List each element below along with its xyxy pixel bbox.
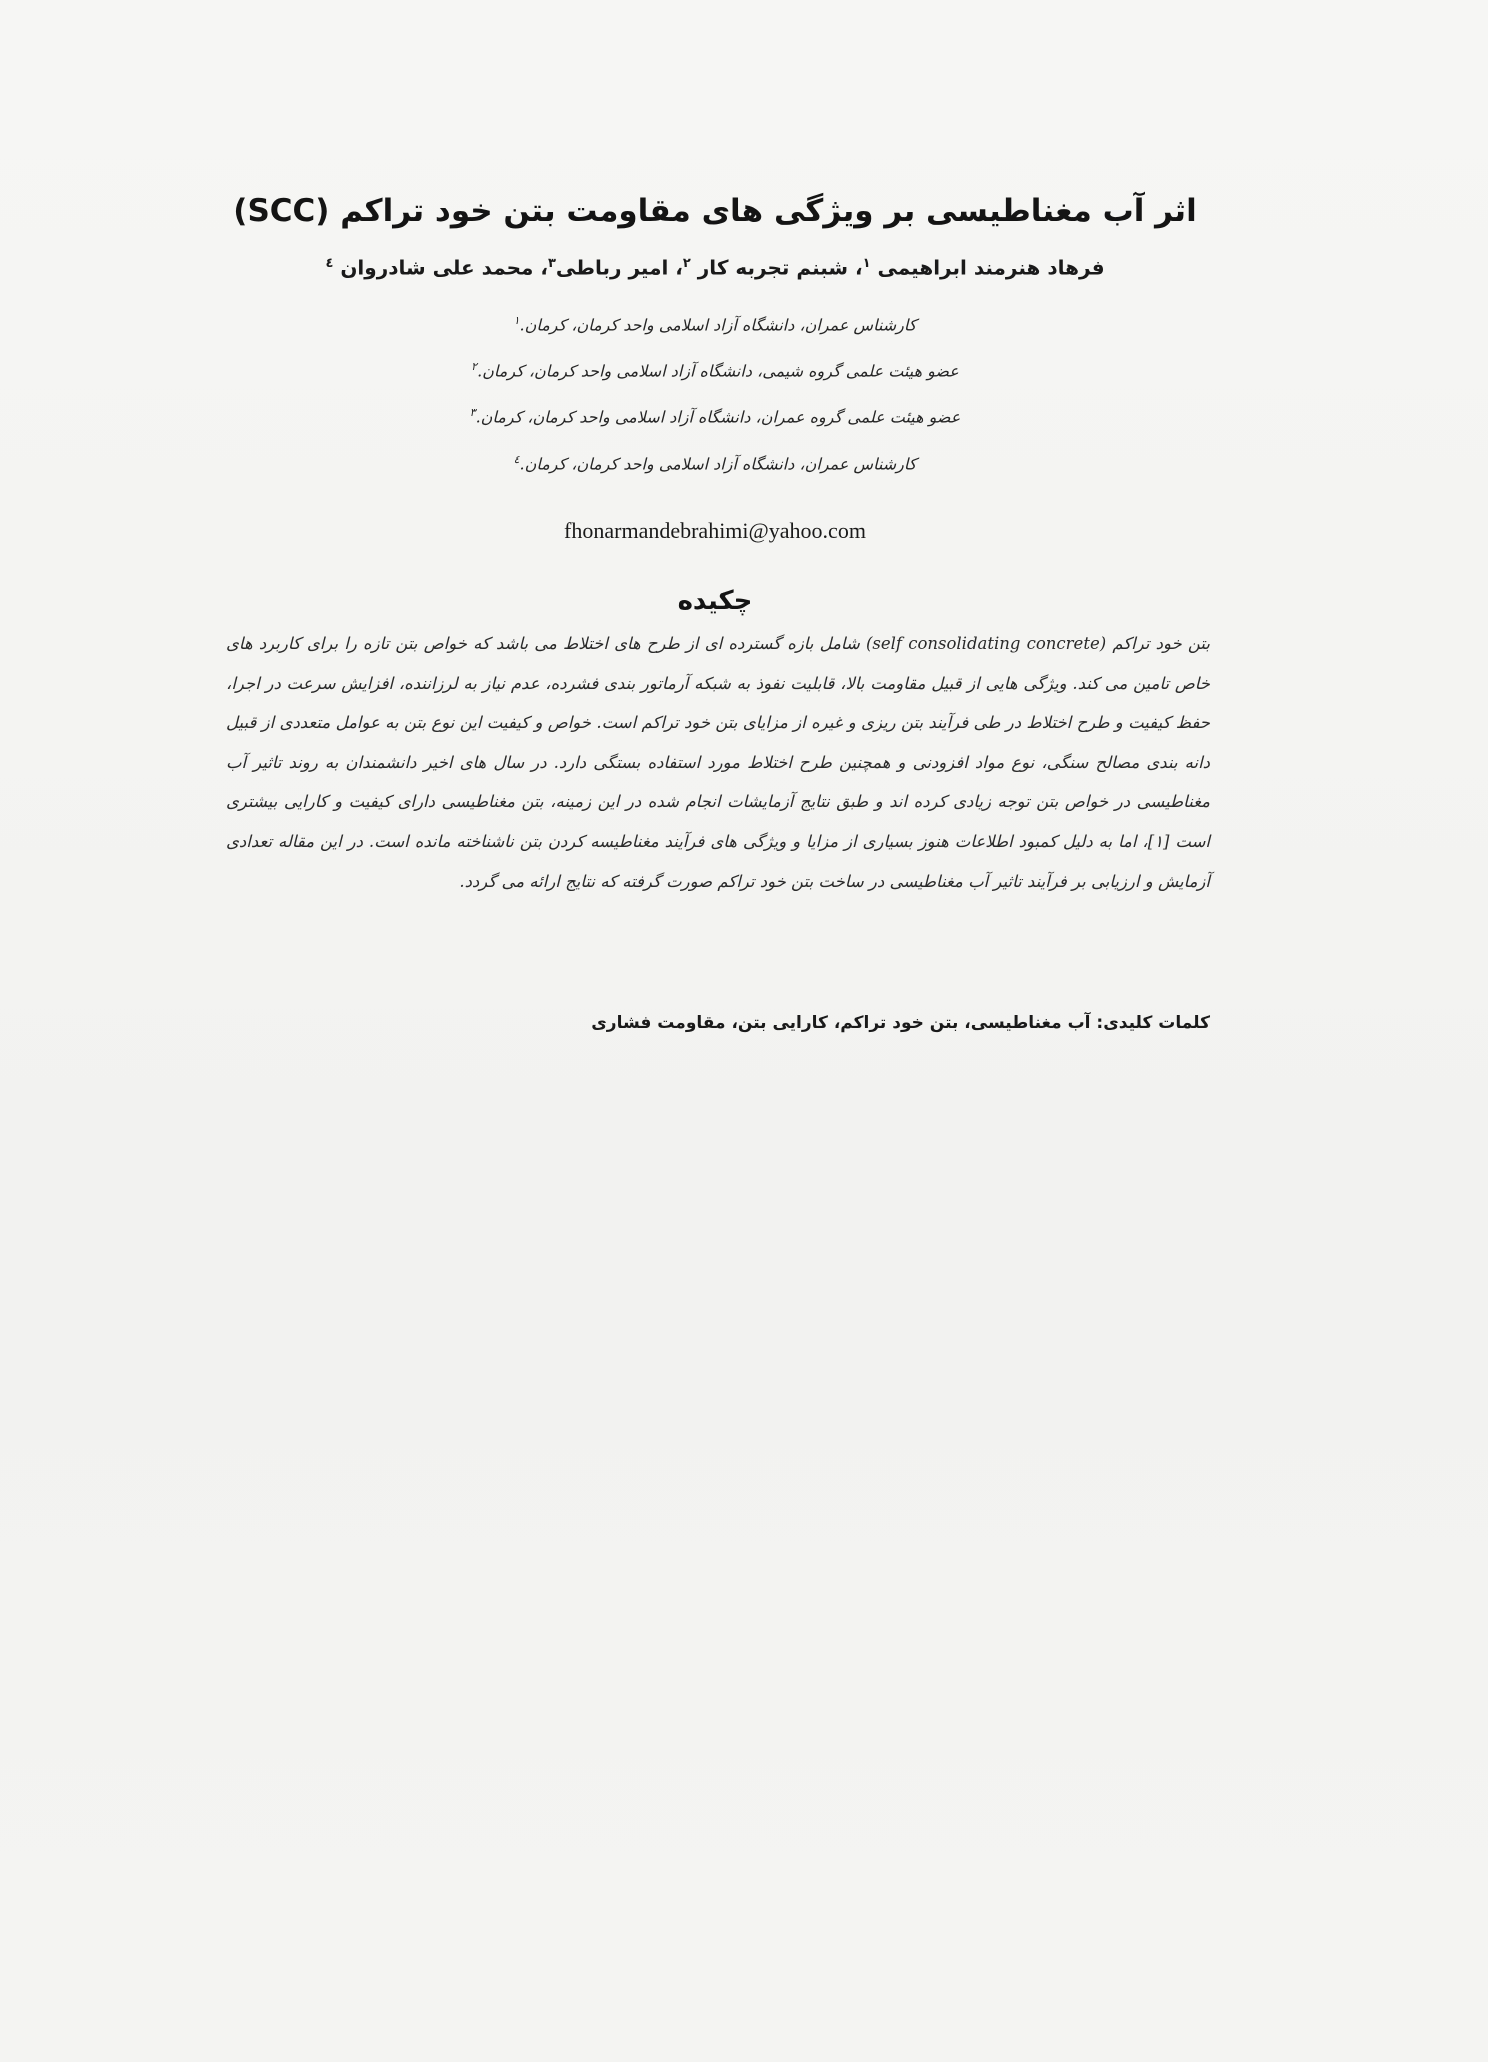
- affiliation-line: [200, 300, 1230, 346]
- author-name: فرهاد هنرمند ابراهیمی: [877, 255, 1105, 280]
- author-affiliation-mark: ۱: [862, 256, 871, 271]
- author-affiliation-mark: ٤: [325, 256, 334, 271]
- affiliation-line: [200, 439, 1230, 485]
- paper-title: اثر آب مغناطیسی بر ویژگی های مقاومت بتن خود تراکم (SCC): [233, 193, 1197, 229]
- author-name: امیر رباطی: [555, 255, 669, 280]
- keywords-line: [226, 1005, 1210, 1041]
- affiliation-mark: ۲: [471, 359, 478, 373]
- affiliation-line: [200, 346, 1230, 392]
- affiliation-mark: ٤: [513, 452, 520, 466]
- abstract-heading: چکیده: [677, 585, 753, 616]
- paper-header: [200, 186, 1230, 625]
- author-name: محمد علی شادروان: [340, 255, 534, 280]
- affiliation-text: عضو هیئت علمی گروه عمران، دانشگاه آزاد اسلامی واحد کرمان، کرمان.: [475, 407, 961, 427]
- author-name: شبنم تجربه کار: [697, 255, 849, 280]
- affiliation-list: [200, 300, 1230, 485]
- affiliation-text: عضو هیئت علمی گروه شیمی، دانشگاه آزاد اسلامی واحد کرمان، کرمان.: [477, 361, 959, 381]
- affiliation-line: [200, 392, 1230, 438]
- affiliation-mark: ۱: [513, 313, 520, 327]
- affiliation-text: کارشناس عمران، دانشگاه آزاد اسلامی واحد کرمان، کرمان.: [519, 314, 917, 334]
- author-affiliation-mark: ۳: [547, 256, 556, 271]
- affiliation-mark: ۳: [469, 406, 476, 420]
- affiliation-text: کارشناس عمران، دانشگاه آزاد اسلامی واحد کرمان، کرمان.: [519, 453, 917, 473]
- abstract-body: بتن خود تراکم (self consolidating concrete) شامل بازه گسترده ای از طرح های اختلاط می باشد که خواص بتن تازه را برای کاربرد های خاص تامین می کند. ویژگی هایی از قبیل مقاومت بالا، قابلیت نفوذ به شبکه آرماتور بندی فشرده، عدم نیاز به لرزاننده، افزایش سرعت در اجرا، حفظ کیفیت و طرح اختلاط در طی فرآیند بتن ریزی و غیره از مزایای بتن خود تراکم است. خواص و کیفیت این نوع بتن به عوامل متعددی از قبیل دانه بندی مصالح سنگی، نوع مواد افزودنی و همچنین طرح اختلاط مورد استفاده بستگی دارد. در سال های اخیر دانشمندان به روند تاثیر آب مغناطیسی در خواص بتن توجه زیادی کرده اند و طبق نتایج آزمایشات انجام شده در این زمینه، بتن مغناطیسی دارای کیفیت و کارایی بیشتری است [۱]، اما به دلیل کمبود اطلاعات هنوز بسیاری از مزایا و ویژگی های فرآیند مغناطیسه کردن بتن ناشناخته مانده است. در این مقاله تعدادی آزمایش و ارزیابی بر فرآیند تاثیر آب مغناطیسی در ساخت بتن خود تراکم صورت گرفته که نتایج ارائه می گردد.: [226, 634, 1210, 891]
- keywords-label: کلمات کلیدی:: [1096, 1013, 1210, 1033]
- contact-email: fhonarmandebrahimi@yahoo.com: [564, 517, 866, 543]
- author-affiliation-mark: ۲: [682, 256, 691, 271]
- keywords-values: آب مغناطیسی، بتن خود تراکم، کارایی بتن، مقاومت فشاری: [591, 1013, 1091, 1033]
- author-list: فرهاد هنرمند ابراهیمی $^۱$، شبنم تجربه کار $^۲$، امیر رباطی$^۳$، محمد علی شادروان $^٤$: [325, 255, 1105, 280]
